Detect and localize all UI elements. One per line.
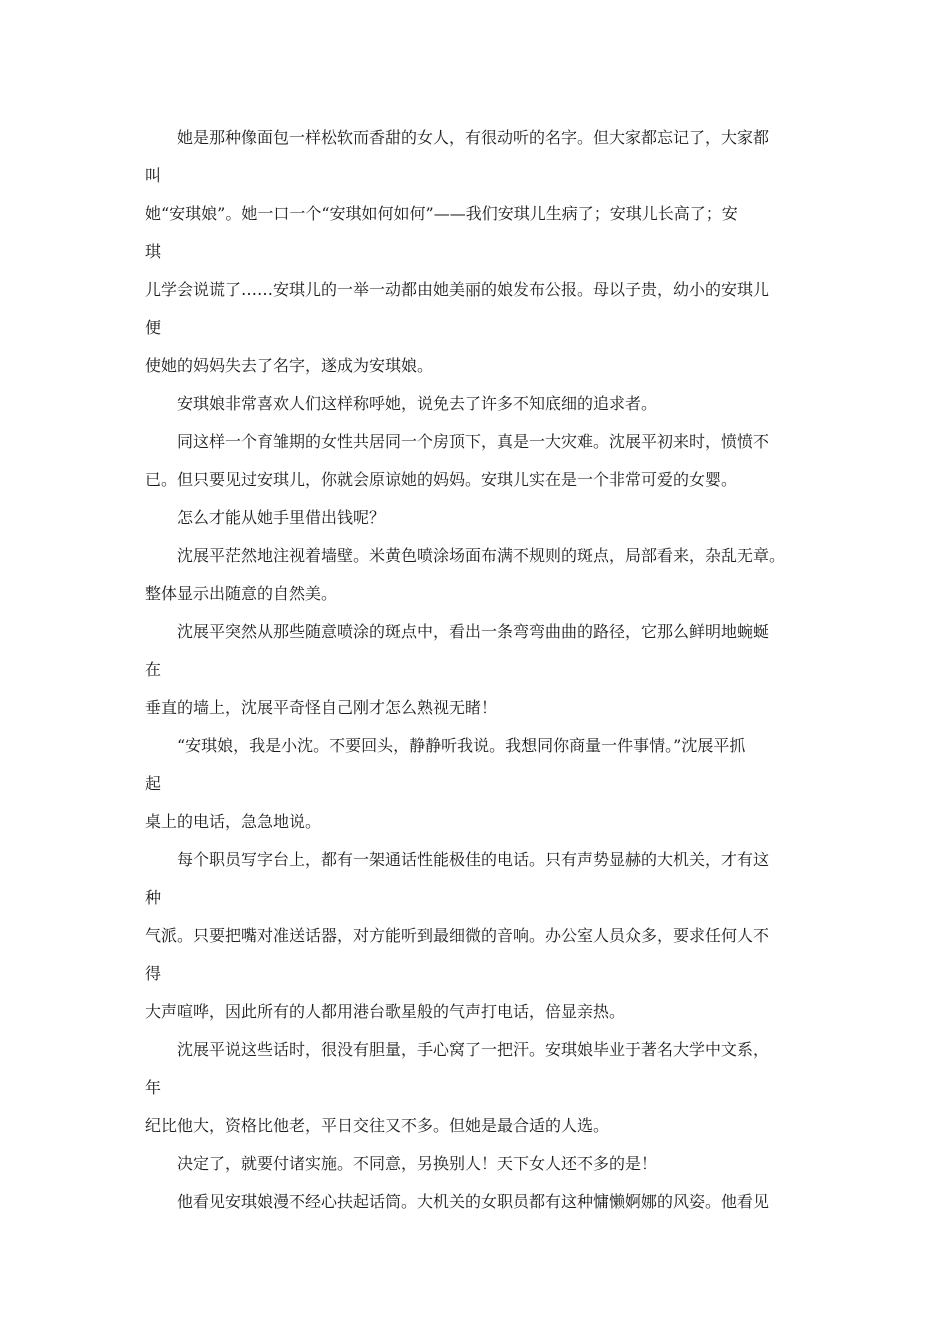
text-line: 纪比他大，资格比他老，平日交往又不多。但她是最合适的人选。 (145, 1116, 610, 1135)
text-line: 整体显示出随意的自然美。 (145, 584, 338, 603)
text-line: 她是那种像面包一样松软而香甜的女人，有很动听的名字。但大家都忘记了，大家都 (177, 128, 770, 147)
text-line: 安琪娘非常喜欢人们这样称呼她，说免去了许多不知底细的追求者。 (177, 394, 658, 413)
text-line: 种 (145, 888, 162, 907)
text-line: 怎么才能从她手里借出钱呢？ (177, 508, 386, 527)
text-line: 气派。只要把嘴对准送话器，对方能听到最细微的音响。办公室人员众多，要求任何人不 (145, 926, 770, 945)
text-line: 叫 (145, 166, 162, 185)
text-line: 同这样一个育雏期的女性共居同一个房顶下，真是一大灾难。沈展平初来时，愤愤不 (177, 432, 770, 451)
text-line: 儿学会说谎了……安琪儿的一举一动都由她美丽的娘发布公报。母以子贵，幼小的安琪儿 (145, 280, 770, 299)
text-line: 起 (145, 774, 162, 793)
text-line: 沈展平茫然地注视着墙壁。米黄色喷涂场面布满不规则的斑点，局部看来，杂乱无章。 (177, 546, 786, 565)
text-line: 已。但只要见过安琪儿，你就会原谅她的妈妈。安琪儿实在是一个非常可爱的女婴。 (145, 470, 738, 489)
text-line: 得 (145, 964, 162, 983)
text-line: “安琪娘，我是小沈。不要回头，静静听我说。我想同你商量一件事情。”沈展平抓 (177, 736, 746, 755)
text-line: 在 (145, 660, 162, 679)
text-line: 垂直的墙上，沈展平奇怪自己刚才怎么熟视无睹！ (145, 698, 498, 717)
text-line: 年 (145, 1078, 162, 1097)
text-line: 沈展平突然从那些随意喷涂的斑点中，看出一条弯弯曲曲的路径，它那么鲜明地蜿蜒 (177, 622, 770, 641)
text-line: 她“安琪娘”。她一口一个“安琪如何如何”——我们安琪儿生病了；安琪儿长高了；安 (145, 204, 738, 223)
text-line: 便 (145, 318, 162, 337)
text-line: 桌上的电话，急急地说。 (145, 812, 322, 831)
text-line: 决定了，就要付诸实施。不同意，另换别人！天下女人还不多的是！ (177, 1154, 658, 1173)
text-line: 琪 (145, 242, 162, 261)
text-line: 沈展平说这些话时，很没有胆量，手心窝了一把汗。安琪娘毕业于著名大学中文系， (177, 1040, 770, 1059)
text-line: 使她的妈妈失去了名字，遂成为安琪娘。 (145, 356, 434, 375)
text-line: 他看见安琪娘漫不经心扶起话筒。大机关的女职员都有这种慵懒婀娜的风姿。他看见 (177, 1192, 770, 1211)
text-line: 大声喧哗，因此所有的人都用港台歌星般的气声打电话，倍显亲热。 (145, 1002, 626, 1021)
text-line: 每个职员写字台上，都有一架通话性能极佳的电话。只有声势显赫的大机关，才有这 (177, 850, 770, 869)
body-text (145, 124, 815, 1226)
